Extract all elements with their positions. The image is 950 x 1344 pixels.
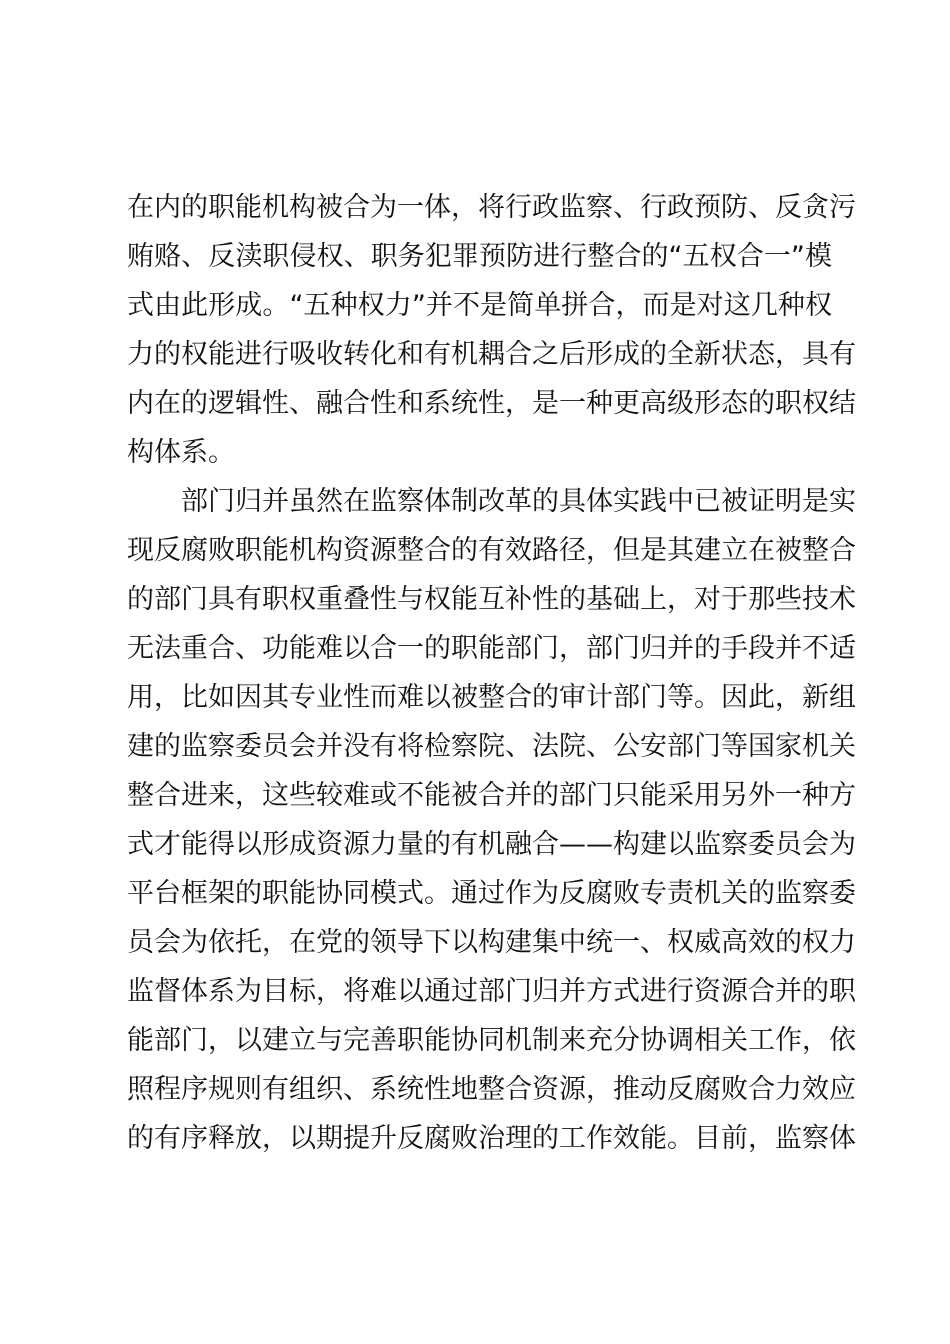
text-line: 建的监察委员会并没有将检察院、法院、公安部门等国家机关 xyxy=(127,731,856,762)
paragraph-1 xyxy=(127,183,856,477)
text-line: 在内的职能机构被合为一体，将行政监察、行政预防、反贪污 xyxy=(127,192,856,223)
text-line: 力的权能进行吸收转化和有机耦合之后形成的全新状态，具有 xyxy=(127,339,856,370)
text-line: 监督体系为目标，将难以通过部门归并方式进行资源合并的职 xyxy=(127,976,856,1007)
text-line: 内在的逻辑性、融合性和系统性，是一种更高级形态的职权结 xyxy=(127,388,856,419)
text-line: 式才能得以形成资源力量的有机融合——构建以监察委员会为 xyxy=(127,829,856,860)
text-line: 贿赂、反渎职侵权、职务犯罪预防进行整合的“五权合一”模 xyxy=(127,241,832,272)
text-line: 的部门具有职权重叠性与权能互补性的基础上，对于那些技术 xyxy=(127,584,856,615)
text-line: 能部门，以建立与完善职能协同机制来充分协调相关工作，依 xyxy=(127,1025,856,1056)
text-line: 构体系。 xyxy=(127,437,235,468)
text-line: 的有序释放，以期提升反腐败治理的工作效能。目前，监察体 xyxy=(127,1123,856,1154)
text-line: 员会为依托，在党的领导下以构建集中统一、权威高效的权力 xyxy=(127,927,856,958)
text-line: 式由此形成。“五种权力”并不是简单拼合，而是对这几种权 xyxy=(127,290,832,321)
text-line: 无法重合、功能难以合一的职能部门，部门归并的手段并不适 xyxy=(127,633,856,664)
text-line: 平台框架的职能协同模式。通过作为反腐败专责机关的监察委 xyxy=(127,878,856,909)
text-line: 照程序规则有组织、系统性地整合资源，推动反腐败合力效应 xyxy=(127,1074,856,1105)
paragraph-2 xyxy=(127,477,856,1163)
text-line: 现反腐败职能机构资源整合的有效路径，但是其建立在被整合 xyxy=(127,535,856,566)
text-line: 部门归并虽然在监察体制改革的具体实践中已被证明是实 xyxy=(181,486,856,517)
text-line: 整合进来，这些较难或不能被合并的部门只能采用另外一种方 xyxy=(127,780,856,811)
text-line: 用，比如因其专业性而难以被整合的审计部门等。因此，新组 xyxy=(127,682,856,713)
body-text xyxy=(127,183,856,1163)
